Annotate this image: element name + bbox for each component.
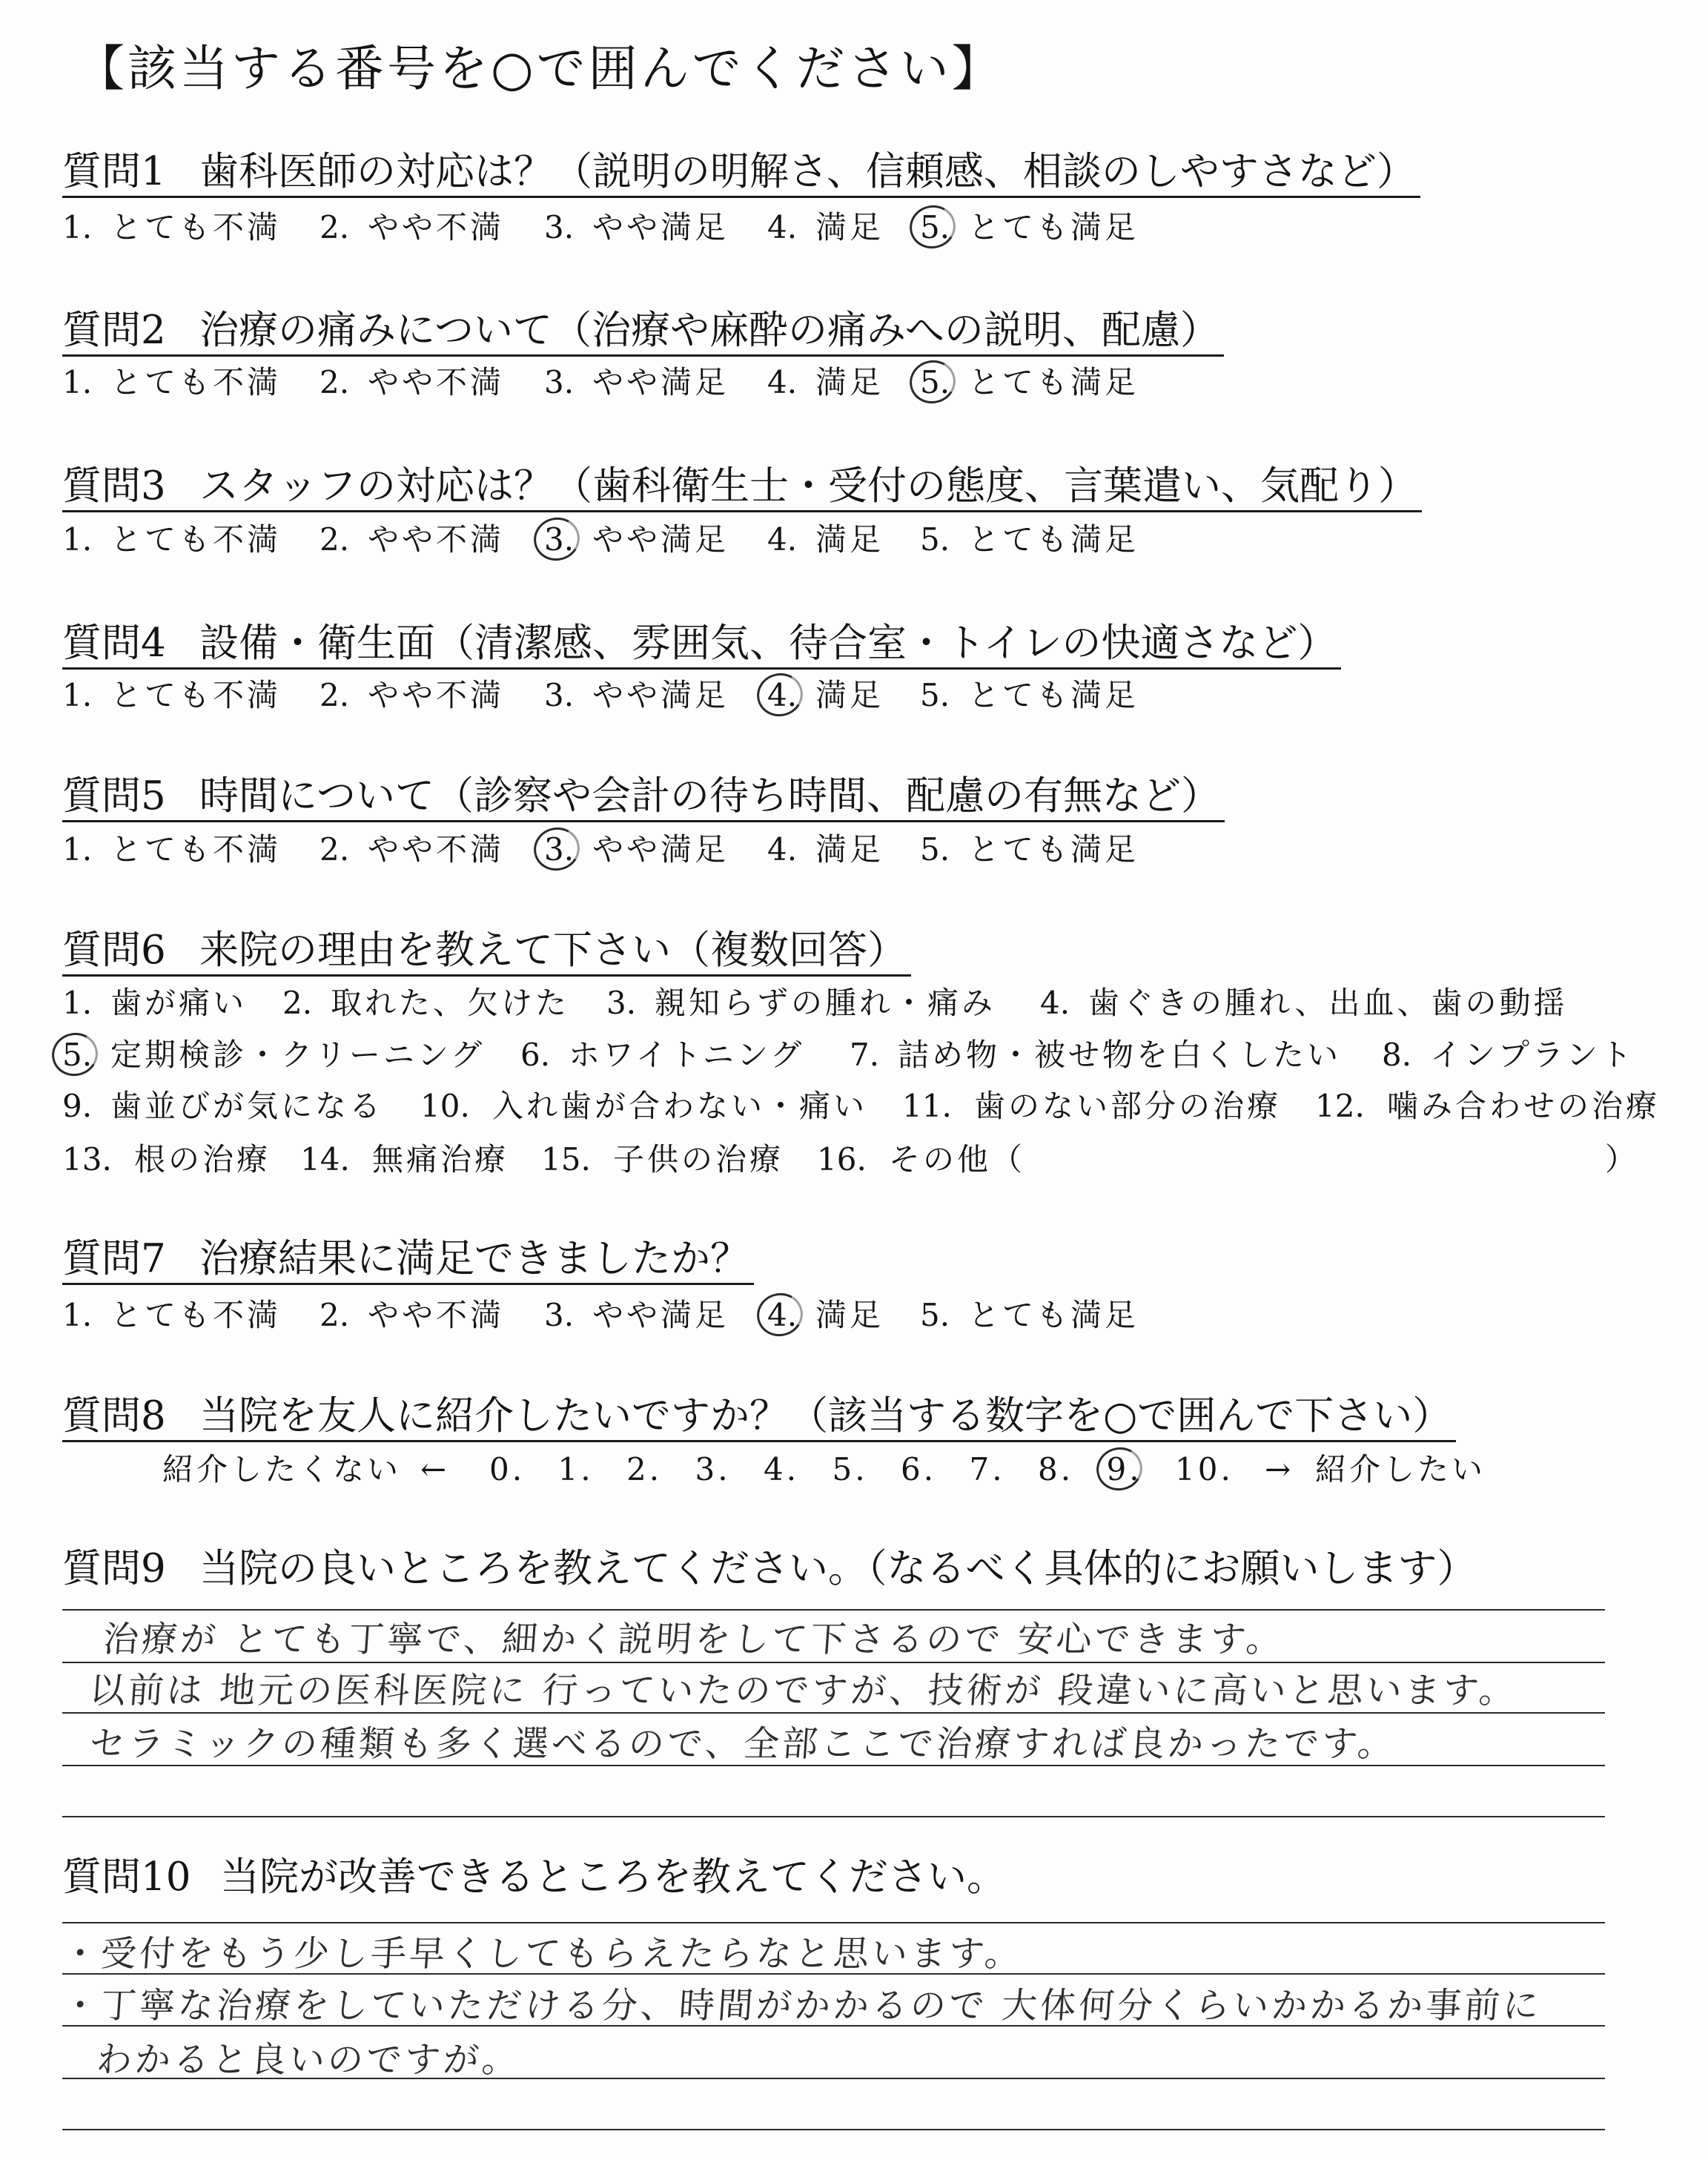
handwritten-answer-line: 以前は 地元の医科医院に 行っていたのですが、技術が 段違いに高いと思います。 (88, 1670, 1519, 1711)
option-number: 7. (850, 1037, 880, 1073)
option-number: 6. (520, 1037, 551, 1073)
rating-option-3 (544, 364, 729, 401)
option-label: とても満足 (968, 677, 1139, 713)
option-label: 満足 (815, 677, 884, 713)
question-9-title (62, 1545, 1481, 1593)
scale-right-label: 紹介したい (1315, 1451, 1486, 1487)
option-number: 10. (420, 1088, 470, 1124)
scale-number: 2. (626, 1451, 663, 1487)
option-label: 定期検診・クリーニング (110, 1037, 486, 1073)
reason-option-14 (300, 1141, 509, 1178)
scale-option-0 (489, 1451, 525, 1488)
question-text: 当院が改善できるところを教えてください。 (220, 1855, 1006, 1900)
option-number: 4. (767, 364, 798, 400)
answer-rule-line (62, 1922, 1605, 1923)
option-number: 1. (62, 1297, 93, 1333)
rating-option-4 (767, 521, 884, 558)
rating-option-2 (320, 1297, 504, 1334)
option-label: やや満足 (592, 677, 729, 713)
question-number: 質問1 (62, 149, 166, 194)
rating-option-4 (767, 209, 884, 246)
left-arrow-icon: ← (420, 1451, 450, 1487)
option-number: 3. (544, 209, 575, 245)
scale-option-5 (833, 1451, 868, 1488)
question-number: 質問7 (62, 1236, 166, 1281)
option-label: とても不満 (110, 677, 282, 713)
option-label: 満足 (815, 1297, 884, 1333)
question-6-options-row-3 (0, 1088, 1708, 1125)
rating-option-5 (920, 521, 1139, 558)
answer-rule-line (62, 1609, 1605, 1611)
option-number: 1. (62, 364, 93, 400)
rating-option-2 (320, 364, 504, 401)
reason-option-16 (817, 1141, 1025, 1178)
option-label: やや満足 (592, 1297, 729, 1333)
option-number: 3. (544, 521, 575, 558)
question-6-title (62, 927, 911, 977)
option-label: とても満足 (968, 1297, 1139, 1333)
rating-option-5 (920, 364, 1139, 401)
question-4-options (0, 677, 1708, 714)
option-number: 15. (541, 1141, 591, 1178)
question-2-title (62, 307, 1224, 357)
rating-option-1 (62, 1297, 281, 1334)
option-number: 1. (62, 209, 93, 245)
question-text: 来院の理由を教えて下さい（複数回答） (199, 928, 907, 973)
question-8-title (62, 1393, 1456, 1442)
handwritten-answer-line: 治療が とても丁寧で、細かく説明をして下さるので 安心できます。 (102, 1619, 1286, 1660)
option-number: 5. (62, 1037, 93, 1073)
option-label: やや満足 (592, 364, 729, 400)
reason-option-15 (541, 1141, 784, 1178)
option-number: 4. (767, 209, 798, 245)
question-number: 質問2 (62, 308, 166, 353)
option-label: 歯が痛い (110, 985, 248, 1021)
scale-number: 10. (1175, 1451, 1234, 1487)
option-label: インプラント (1430, 1037, 1635, 1073)
option-label: とても満足 (968, 364, 1139, 400)
option-number: 4. (767, 831, 798, 868)
scale-number: 1. (557, 1451, 594, 1487)
handwritten-answer-line: ・丁寧な治療をしていただける分、時間がかかるので 大体何分くらいかかるか事前に (61, 1985, 1543, 2027)
reason-option-8 (1382, 1037, 1635, 1074)
scale-number: 8. (1038, 1451, 1074, 1487)
option-number: 4. (767, 1297, 798, 1333)
question-7-options (0, 1297, 1708, 1334)
reason-option-12 (1315, 1088, 1660, 1125)
question-number: 質問9 (62, 1546, 166, 1591)
reason-option-7 (850, 1037, 1341, 1074)
option-number: 13. (62, 1141, 112, 1178)
rating-option-1 (62, 209, 281, 246)
option-number: 2. (320, 831, 350, 868)
option-number: 5. (920, 677, 950, 713)
scale-option-9 (1107, 1451, 1142, 1488)
option-label: 満足 (815, 521, 884, 558)
reason-option-9 (62, 1088, 383, 1125)
handwritten-answer-line: わかると良いのですが。 (95, 2039, 522, 2081)
option-label: 歯並びが気になる (110, 1088, 384, 1124)
option-number: 5. (920, 1297, 950, 1333)
scale-option-6 (901, 1451, 936, 1488)
option-number: 5. (920, 364, 950, 400)
option-number: 2. (282, 985, 313, 1021)
option-number: 2. (320, 364, 350, 400)
reason-option-4 (1040, 985, 1568, 1022)
option-number: 9. (62, 1088, 93, 1124)
rating-option-1 (62, 364, 281, 401)
option-number: 14. (300, 1141, 350, 1178)
question-1-options (0, 209, 1708, 246)
question-5-options (0, 831, 1708, 868)
question-text: 治療結果に満足できましたか？ (199, 1236, 749, 1281)
rating-option-3 (544, 1297, 729, 1334)
option-number: 2. (320, 1297, 350, 1333)
option-number: 3. (544, 1297, 575, 1333)
option-label: とても不満 (110, 1297, 282, 1333)
rating-option-3 (544, 677, 729, 714)
rating-option-4 (767, 364, 884, 401)
option-label: 無痛治療 (372, 1141, 509, 1178)
option-label: やや不満 (368, 831, 505, 868)
option-label: 親知らずの腫れ・痛み (655, 985, 996, 1021)
option-label: その他（ (889, 1141, 1026, 1178)
option-label: 満足 (815, 209, 884, 245)
scale-number: 0. (489, 1451, 526, 1487)
option-label: 詰め物・被せ物を白くしたい (898, 1037, 1342, 1073)
option-label: やや不満 (368, 364, 505, 400)
rating-option-4 (767, 1297, 884, 1334)
reason-option-2 (282, 985, 569, 1022)
option-label: とても不満 (110, 521, 282, 558)
rating-option-5 (920, 209, 1139, 246)
option-number: 4. (767, 677, 798, 713)
reason-option-6 (520, 1037, 804, 1074)
option-label: 満足 (815, 831, 884, 868)
option-label: やや満足 (592, 831, 729, 868)
option-number: 11. (902, 1088, 952, 1124)
question-text: 当院を友人に紹介したいですか？（該当する数字を○で囲んで下さい） (199, 1393, 1452, 1439)
scale-option-4 (764, 1451, 799, 1488)
scale-option-3 (695, 1451, 731, 1488)
answer-rule-line (62, 2129, 1605, 2130)
scale-number: 3. (695, 1451, 731, 1487)
other-close-paren: ） (1605, 1141, 1637, 1178)
handwritten-answer-line: ・受付をもう少し手早くしてもらえたらなと思います。 (61, 1933, 1025, 1975)
option-number: 3. (544, 364, 575, 400)
rating-option-3 (544, 521, 729, 558)
option-number: 1. (62, 831, 93, 868)
rating-option-1 (62, 831, 281, 868)
reason-option-1 (62, 985, 247, 1022)
option-number: 3. (606, 985, 637, 1021)
question-2-options (0, 364, 1708, 401)
rating-option-2 (320, 209, 504, 246)
scale-option-1 (558, 1451, 594, 1488)
question-6-options-row-2 (0, 1037, 1708, 1074)
rating-option-5 (920, 1297, 1139, 1334)
scale-option-2 (626, 1451, 662, 1488)
option-number: 3. (544, 677, 575, 713)
question-text: 時間について（診察や会計の待ち時間、配慮の有無など） (199, 773, 1220, 819)
reason-option-11 (902, 1088, 1281, 1125)
question-number: 質問10 (62, 1855, 191, 1900)
option-label: やや不満 (368, 1297, 505, 1333)
option-label: やや満足 (592, 209, 729, 245)
rating-option-5 (920, 677, 1139, 714)
option-number: 12. (1315, 1088, 1365, 1124)
option-number: 2. (320, 209, 350, 245)
right-arrow-icon: → (1265, 1451, 1294, 1487)
question-number: 質問5 (62, 773, 166, 819)
option-label: やや不満 (368, 677, 505, 713)
question-10-title (62, 1854, 1010, 1901)
answer-rule-line (62, 1662, 1605, 1663)
question-3-options (0, 521, 1708, 558)
question-text: 治療の痛みについて（治療や麻酔の痛みへの説明、配慮） (199, 308, 1219, 353)
rating-option-3 (544, 209, 729, 246)
option-number: 5. (920, 831, 950, 868)
question-4-title (62, 620, 1341, 670)
question-number: 質問3 (62, 463, 166, 509)
rating-option-1 (62, 677, 281, 714)
scale-number: 7. (969, 1451, 1005, 1487)
option-label: 取れた、欠けた (331, 985, 570, 1021)
option-label: 子供の治療 (613, 1141, 784, 1178)
rating-option-2 (320, 831, 504, 868)
option-label: とても不満 (110, 831, 282, 868)
option-number: 16. (817, 1141, 867, 1178)
option-number: 2. (320, 677, 350, 713)
reason-option-5 (62, 1037, 485, 1074)
option-label: とても不満 (110, 209, 282, 245)
option-number: 1. (62, 985, 93, 1021)
question-8-scale (0, 1451, 1708, 1488)
question-text: 当院の良いところを教えてください。（なるべく具体的にお願いします） (199, 1546, 1477, 1591)
option-label: 歯ぐきの腫れ、出血、歯の動揺 (1088, 985, 1568, 1021)
scale-left-label: 紹介したくない (162, 1451, 402, 1487)
reason-option-10 (420, 1088, 867, 1125)
answer-rule-line (62, 1712, 1605, 1714)
option-number: 4. (1040, 985, 1070, 1021)
rating-option-3 (544, 831, 729, 868)
option-number: 2. (320, 521, 350, 558)
handwritten-answer-line: セラミックの種類も多く選べるので、全部ここで治療すれば良かったです。 (88, 1723, 1398, 1765)
question-text: スタッフの対応は？（歯科衛生士・受付の態度、言葉遣い、気配り） (199, 463, 1417, 509)
scale-number: 9. (1106, 1451, 1142, 1487)
scale-option-7 (970, 1451, 1005, 1488)
option-label: 噛み合わせの治療 (1387, 1088, 1661, 1124)
rating-option-5 (920, 831, 1139, 868)
scale-option-10 (1175, 1451, 1234, 1488)
rating-option-1 (62, 521, 281, 558)
question-number: 質問8 (62, 1393, 166, 1439)
question-5-title (62, 773, 1225, 822)
scale-number: 4. (764, 1451, 800, 1487)
reason-option-13 (62, 1141, 271, 1178)
option-number: 1. (62, 521, 93, 558)
question-text: 歯科医師の対応は？（説明の明解さ、信頼感、相談のしやすさなど） (199, 149, 1416, 194)
rating-option-2 (320, 521, 504, 558)
question-number: 質問4 (62, 621, 166, 666)
question-7-title (62, 1235, 754, 1285)
option-number: 1. (62, 677, 93, 713)
option-label: とても満足 (968, 209, 1139, 245)
question-3-title (62, 463, 1422, 512)
option-number: 3. (544, 831, 575, 868)
option-label: ホワイトニング (569, 1037, 805, 1073)
instruction-header: 【該当する番号を○で囲んでください】 (76, 40, 1004, 97)
option-label: 歯のない部分の治療 (974, 1088, 1282, 1124)
option-label: 根の治療 (134, 1141, 271, 1178)
option-number: 8. (1382, 1037, 1412, 1073)
reason-option-3 (606, 985, 996, 1022)
scale-number: 6. (901, 1451, 937, 1487)
scale-number: 5. (832, 1451, 868, 1487)
rating-option-4 (767, 831, 884, 868)
option-number: 4. (767, 521, 798, 558)
option-label: 入れ歯が合わない・痛い (492, 1088, 868, 1124)
option-number: 5. (920, 521, 950, 558)
question-text: 設備・衛生面（清潔感、雰囲気、待合室・トイレの快適さなど） (199, 621, 1337, 666)
option-label: とても満足 (968, 521, 1139, 558)
option-label: やや不満 (368, 521, 505, 558)
answer-rule-line (62, 1816, 1605, 1817)
question-1-title (62, 148, 1420, 198)
option-label: やや満足 (592, 521, 729, 558)
rating-option-2 (320, 677, 504, 714)
option-label: とても不満 (110, 364, 282, 400)
option-label: やや不満 (368, 209, 505, 245)
scale-option-8 (1038, 1451, 1073, 1488)
question-number: 質問6 (62, 928, 166, 973)
option-label: 満足 (815, 364, 884, 400)
question-6-options-row-1 (0, 985, 1708, 1022)
option-number: 5. (920, 209, 950, 245)
question-6-options-row-4 (0, 1141, 1708, 1178)
option-label: とても満足 (968, 831, 1139, 868)
rating-option-4 (767, 677, 884, 714)
